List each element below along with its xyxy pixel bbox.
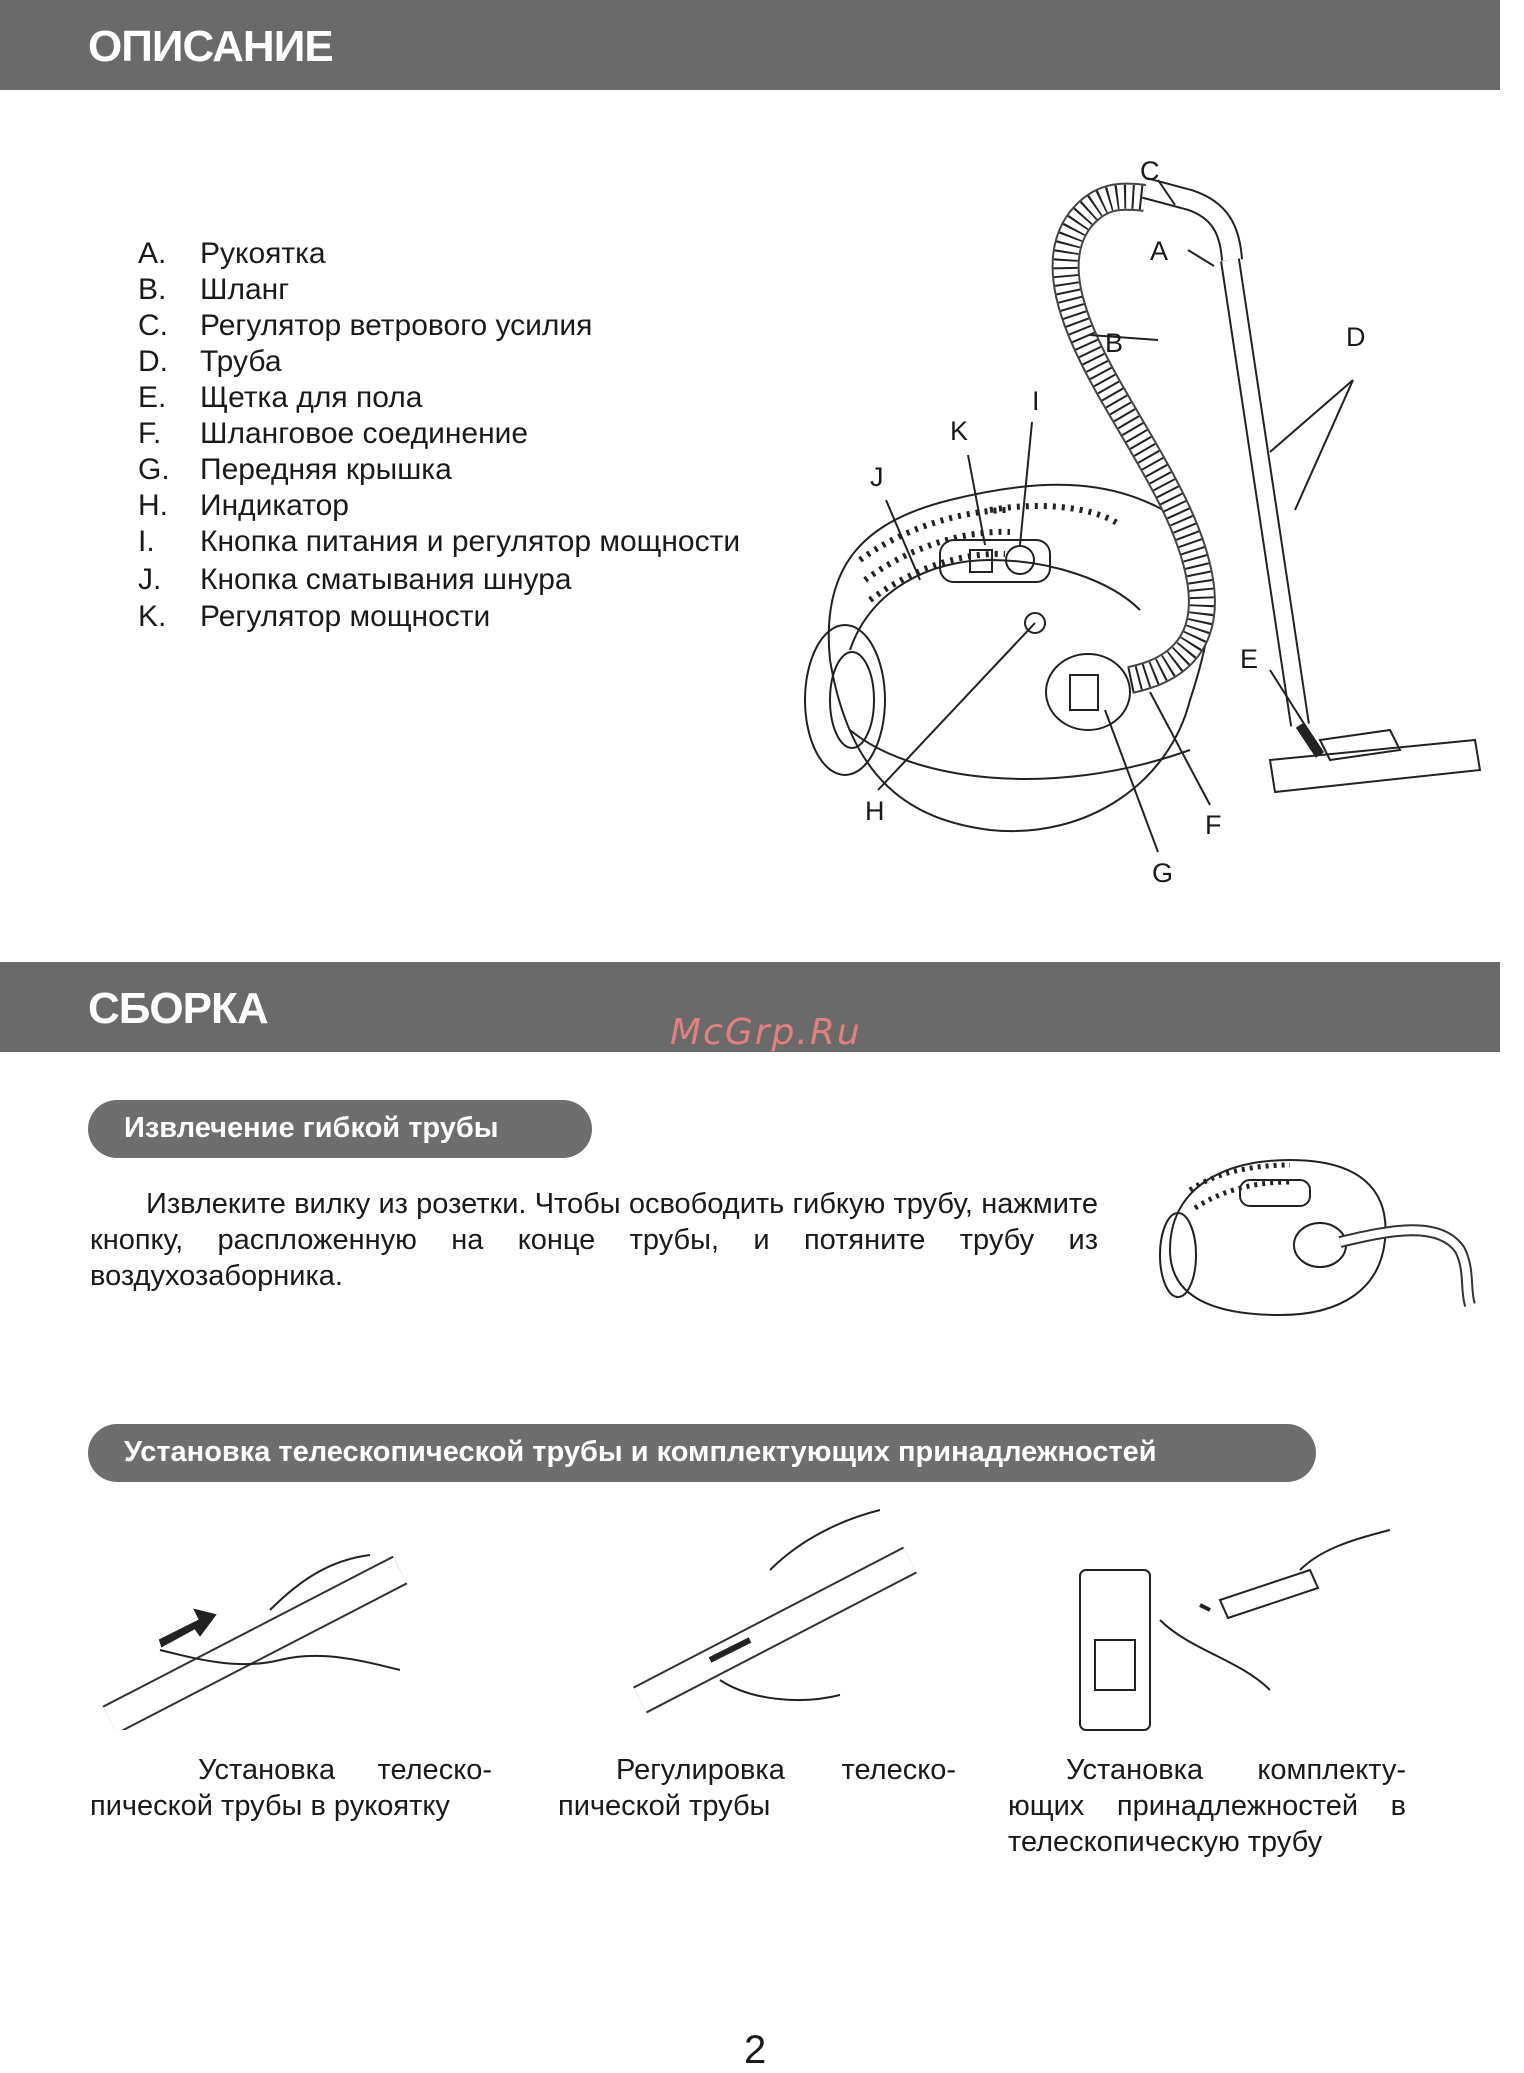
section-header-description: [0, 0, 1500, 90]
section-title: ОПИСАНИЕ: [88, 22, 333, 71]
legend-item: F. Шланговое соединение: [138, 417, 529, 450]
legend-item: G. Передняя крышка: [138, 453, 452, 486]
legend-item: C. Регулятор ветрового усилия: [138, 309, 593, 342]
legend-item: D. Труба: [138, 345, 282, 378]
section-title: СБОРКА: [88, 984, 268, 1033]
caption-step3: Установка комплекту-ющих принадлежностей в телескопическую трубу: [1008, 1754, 1406, 1858]
legend-item: B. Шланг: [138, 273, 290, 306]
legend-item: K. Регулятор мощности: [138, 600, 491, 633]
label-a: A: [1150, 236, 1169, 266]
caption-step1: Установка телеско-пической трубы в рукоятку: [90, 1754, 492, 1822]
parts-legend: [138, 236, 740, 637]
legend-item: J. Кнопка сматывания шнура: [138, 562, 572, 596]
label-k: K: [950, 416, 969, 446]
vacuum-diagram: [790, 140, 1500, 900]
subsection-title-hose-removal: Извлечение гибкой трубы: [88, 1100, 592, 1158]
hose-removal-text: Извлеките вилку из розетки. Чтобы освободить гибкую трубу, нажмите кнопку, pаспложенную на конце трубы, и потяните трубу из воздухозаборника.: [90, 1188, 1098, 1292]
legend-item: A. Рукоятка: [138, 237, 326, 270]
vacuum-small-figure: [1150, 1130, 1500, 1340]
subsection-title-tube-installation: Установка телескопической трубы и комплектующих принадлежностей: [88, 1424, 1316, 1482]
label-c: C: [1140, 156, 1160, 186]
page-number: 2: [744, 2028, 767, 2072]
caption-step2: Регулировка телеско-пической трубы: [558, 1754, 956, 1822]
label-h: H: [865, 796, 885, 826]
label-i: I: [1032, 386, 1040, 416]
label-d: D: [1346, 322, 1366, 352]
step1-illustration: [100, 1510, 440, 1730]
legend-item: I. Кнопка питания и регулятор мощности: [138, 525, 741, 558]
label-b: B: [1105, 328, 1124, 358]
hose-socket: [1046, 654, 1130, 730]
legend-item: E. Щетка для пола: [138, 381, 423, 414]
label-f: F: [1205, 810, 1222, 840]
step2-illustration: [600, 1500, 930, 1730]
step3-illustration: [1060, 1510, 1400, 1740]
label-g: G: [1152, 858, 1174, 888]
label-e: E: [1240, 644, 1259, 674]
floor-brush: [1270, 740, 1480, 792]
label-j: J: [870, 462, 884, 492]
watermark: McGrp.Ru: [670, 1012, 862, 1053]
legend-item: H. Индикатор: [138, 489, 349, 522]
